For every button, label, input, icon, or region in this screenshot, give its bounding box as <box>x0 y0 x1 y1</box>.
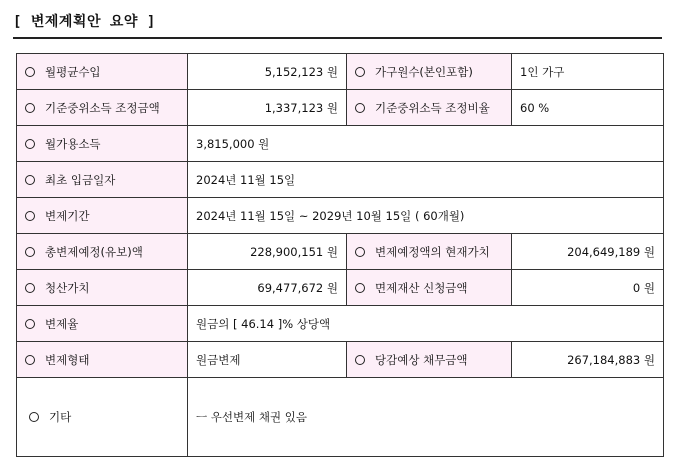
value-liquidation-value: 69,477,672 원 <box>188 270 347 306</box>
page-title: [ 변제계획안 요약 ] <box>13 14 156 30</box>
table-row <box>17 90 664 126</box>
label-total-planned: 총변제예정(유보)액 <box>45 244 143 259</box>
value-monthly-income: 5,152,123 원 <box>188 54 347 90</box>
table-row <box>17 270 664 306</box>
title-divider <box>13 37 662 39</box>
value-repayment-period: 2024년 11월 15일 ~ 2029년 10월 15일 ( 60개월) <box>188 198 664 234</box>
table-row <box>17 54 664 90</box>
label-cell <box>17 90 188 126</box>
circle-bullet-icon <box>355 355 365 365</box>
value-present-value: 204,649,189 원 <box>512 234 664 270</box>
circle-bullet-icon <box>355 103 365 113</box>
label-cell <box>347 234 512 270</box>
label-cell <box>347 342 512 378</box>
value-expected-debt: 267,184,883 원 <box>512 342 664 378</box>
label-base-income-adjusted: 기준중위소득 조정금액 <box>45 100 160 115</box>
value-base-income-adjusted: 1,337,123 원 <box>188 90 347 126</box>
value-base-income-ratio: 60 % <box>512 90 664 126</box>
label-cell <box>347 54 512 90</box>
circle-bullet-icon <box>25 211 35 221</box>
label-expected-debt: 당감예상 채무금액 <box>375 352 468 367</box>
label-exempt-property: 면제재산 신청금액 <box>375 280 468 295</box>
label-cell <box>17 306 188 342</box>
label-cell <box>347 90 512 126</box>
label-monthly-income: 월평균수입 <box>45 64 101 79</box>
circle-bullet-icon <box>355 67 365 77</box>
table-row <box>17 234 664 270</box>
label-cell <box>17 378 188 457</box>
label-cell <box>17 126 188 162</box>
label-other: 기타 <box>49 410 72 424</box>
value-first-payment-date: 2024년 11월 15일 <box>188 162 664 198</box>
label-first-payment-date: 최초 입금일자 <box>45 172 116 187</box>
table-row <box>17 342 664 378</box>
value-other: ㅡ 우선변제 채권 있음 <box>188 378 664 457</box>
value-total-planned: 228,900,151 원 <box>188 234 347 270</box>
label-cell <box>17 270 188 306</box>
label-household: 가구원수(본인포함) <box>375 64 473 79</box>
value-exempt-property: 0 원 <box>512 270 664 306</box>
label-cell <box>347 270 512 306</box>
value-household: 1인 가구 <box>512 54 664 90</box>
label-cell <box>17 342 188 378</box>
table-row <box>17 126 664 162</box>
circle-bullet-icon <box>25 139 35 149</box>
label-cell <box>17 162 188 198</box>
circle-bullet-icon <box>25 103 35 113</box>
circle-bullet-icon <box>355 283 365 293</box>
circle-bullet-icon <box>25 175 35 185</box>
label-cell <box>17 234 188 270</box>
circle-bullet-icon <box>29 412 39 422</box>
label-cell <box>17 54 188 90</box>
value-repayment-rate: 원금의 [ 46.14 ]% 상당액 <box>188 306 664 342</box>
circle-bullet-icon <box>25 247 35 257</box>
table-row <box>17 198 664 234</box>
table-row <box>17 162 664 198</box>
summary-table <box>16 53 664 457</box>
circle-bullet-icon <box>355 247 365 257</box>
circle-bullet-icon <box>25 283 35 293</box>
table-row <box>17 306 664 342</box>
label-base-income-ratio: 기준중위소득 조정비율 <box>375 100 490 115</box>
label-liquidation-value: 청산가치 <box>45 280 90 295</box>
label-repayment-rate: 변제율 <box>45 316 79 331</box>
label-repayment-type: 변제형태 <box>45 352 90 367</box>
table-row <box>17 378 664 457</box>
circle-bullet-icon <box>25 355 35 365</box>
label-cell <box>17 198 188 234</box>
circle-bullet-icon <box>25 319 35 329</box>
label-monthly-available: 월가용소득 <box>45 136 101 151</box>
label-present-value: 변제예정액의 현재가치 <box>375 244 490 259</box>
circle-bullet-icon <box>25 67 35 77</box>
value-repayment-type: 원금변제 <box>188 342 347 378</box>
value-monthly-available: 3,815,000 원 <box>188 126 664 162</box>
label-repayment-period: 변제기간 <box>45 208 90 223</box>
